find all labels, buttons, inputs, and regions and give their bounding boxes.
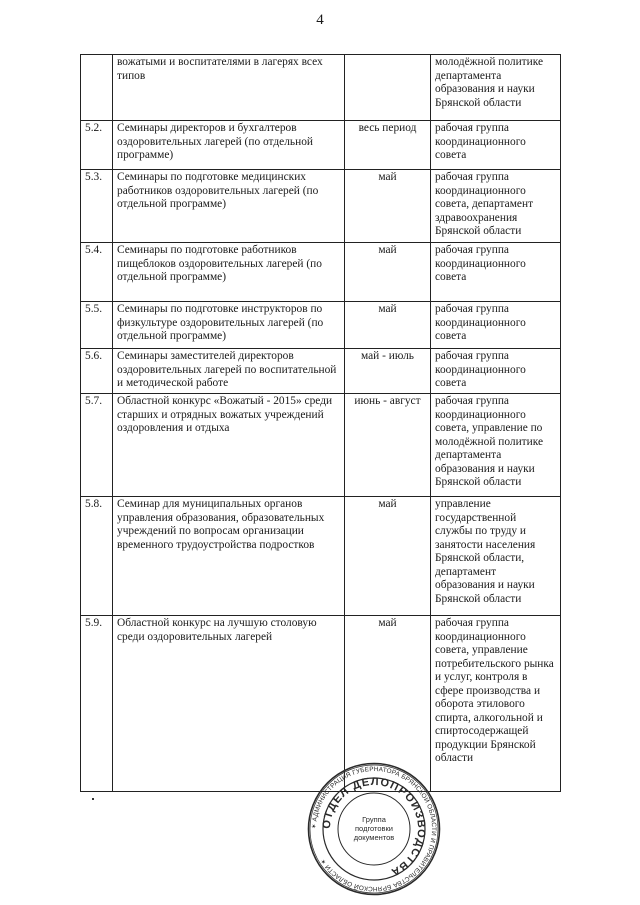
row-number: 5.7.: [81, 394, 113, 497]
event-cell: Семинар для муниципальных органов управления образования, образовательных учреждений по вопросам организации временного трудоустройства подростков: [113, 497, 345, 616]
event-cell: Областной конкурс на лучшую столовую среди оздоровительных лагерей: [113, 616, 345, 792]
page-number: 4: [316, 12, 324, 28]
events-table: [80, 54, 561, 792]
table-row: [81, 55, 561, 121]
term-cell: май - июль: [345, 349, 431, 394]
event-cell: Семинары по подготовке работников пищеблоков оздоровительных лагерей (по отдельной программе): [113, 243, 345, 302]
event-cell: Областной конкурс «Вожатый - 2015» среди старших и отрядных вожатых учреждений оздоровления и отдыха: [113, 394, 345, 497]
row-number: 5.5.: [81, 302, 113, 349]
responsible-cell: рабочая группа координационного совета, управление по молодёжной политике департамента образования и науки Брянской области: [431, 394, 561, 497]
table-row: [81, 121, 561, 170]
term-cell: май: [345, 302, 431, 349]
stamp-outer-ring-text: ✶ АДМИНИСТРАЦИЯ ГУБЕРНАТОРА БРЯНСКОЙ ОБЛАСТИ И ПРАВИТЕЛЬСТВА БРЯНСКОЙ ОБЛАСТИ ✶: [310, 765, 438, 893]
stamp-center-line: подготовки: [355, 824, 393, 833]
stray-mark: [92, 798, 94, 800]
responsible-cell: рабочая группа координационного совета: [431, 243, 561, 302]
responsible-cell: рабочая группа координационного совета, департамент здравоохранения Брянской области: [431, 170, 561, 243]
row-number: 5.9.: [81, 616, 113, 792]
term-cell: май: [345, 616, 431, 792]
table-row: [81, 302, 561, 349]
stamp-center-line: Группа: [362, 815, 386, 824]
term-cell: июнь - август: [345, 394, 431, 497]
term-cell: май: [345, 497, 431, 616]
responsible-cell: рабочая группа координационного совета: [431, 349, 561, 394]
term-cell: [345, 55, 431, 121]
responsible-cell: рабочая группа координационного совета: [431, 121, 561, 170]
table-row: [81, 394, 561, 497]
stamp-center-line: документов: [353, 833, 395, 842]
term-cell: май: [345, 170, 431, 243]
term-cell: май: [345, 243, 431, 302]
responsible-cell: молодёжной политике департамента образования и науки Брянской области: [431, 55, 561, 121]
responsible-cell: управление государственной службы по труду и занятости населения Брянской области, департамент образования и науки Брянской области: [431, 497, 561, 616]
row-number: [81, 55, 113, 121]
row-number: 5.4.: [81, 243, 113, 302]
stamp-center-text: [354, 815, 395, 842]
stamp-inner-ring-text: ОТДЕЛ ДЕЛОПРОИЗВОДСТВА: [320, 775, 428, 879]
table-row: [81, 243, 561, 302]
event-cell: Семинары директоров и бухгалтеров оздоровительных лагерей (по отдельной программе): [113, 121, 345, 170]
responsible-cell: рабочая группа координационного совета, управление потребительского рынка и услуг, контроля в сфере производства и оборота этилового спирта, алкогольной и спиртосодержащей продукции Брянской области: [431, 616, 561, 792]
event-cell: Семинары заместителей директоров оздоровительных лагерей по воспитательной и методической работе: [113, 349, 345, 394]
event-cell: Семинары по подготовке медицинских работников оздоровительных лагерей (по отдельной программе): [113, 170, 345, 243]
row-number: 5.3.: [81, 170, 113, 243]
office-stamp: [307, 762, 441, 896]
row-number: 5.2.: [81, 121, 113, 170]
row-number: 5.8.: [81, 497, 113, 616]
table-row: [81, 170, 561, 243]
responsible-cell: рабочая группа координационного совета: [431, 302, 561, 349]
event-cell: Семинары по подготовке инструкторов по физкультуре оздоровительных лагерей (по отдельной программе): [113, 302, 345, 349]
term-cell: весь период: [345, 121, 431, 170]
row-number: 5.6.: [81, 349, 113, 394]
event-cell: вожатыми и воспитателями в лагерях всех типов: [113, 55, 345, 121]
table-row: [81, 497, 561, 616]
table-row: [81, 349, 561, 394]
